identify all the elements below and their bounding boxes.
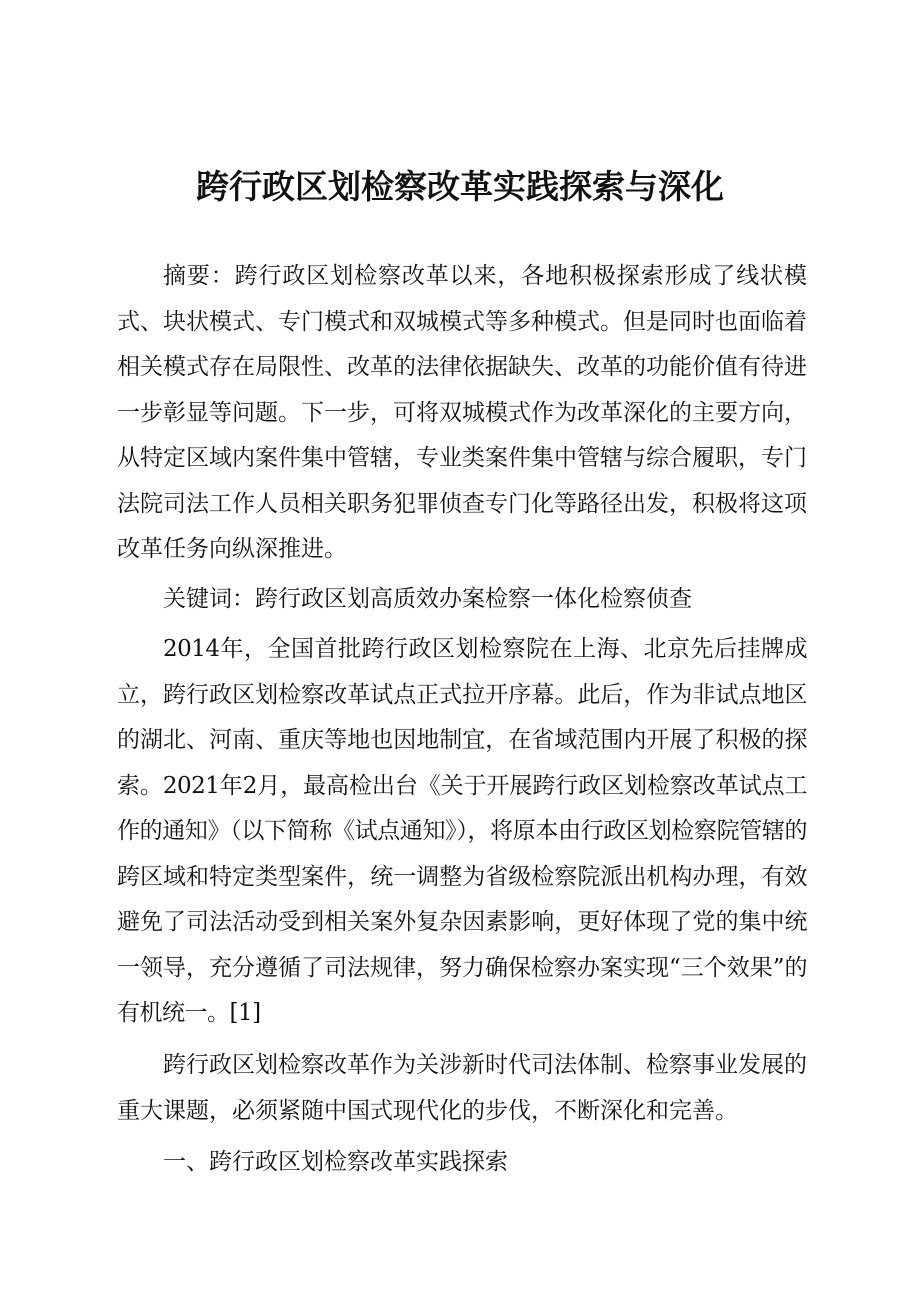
abstract-paragraph: 摘要：跨行政区划检察改革以来，各地积极探索形成了线状模式、块状模式、专门模式和双城模式等多种模式。但是同时也面临着相关模式存在局限性、改革的法律依据缺失、改革的功能价值有待进一步彰显等问题。下一步，可将双城模式作为改革深化的主要方向，从特定区域内案件集中管辖，专业类案件集中管辖与综合履职，专门法院司法工作人员相关职务犯罪侦查专门化等路径出发，积极将这项改革任务向纵深推进。: [117, 263, 807, 562]
document-title: 跨行政区划检察改革实践探索与深化: [196, 167, 724, 206]
body-paragraph-1: 2014年，全国首批跨行政区划检察院在上海、北京先后挂牌成立，跨行政区划检察改革试点正式拉开序幕。此后，作为非试点地区的湖北、河南、重庆等地也因地制宜，在省域范围内开展了积极的探索。2021年2月，最高检出台《关于开展跨行政区划检察改革试点工作的通知》（以下简称《试点通知》），将原本由行政区划检察院管辖的跨区域和特定类型案件，统一调整为省级检察院派出机构办理，有效避免了司法活动受到相关案外复杂因素影响，更好体现了党的集中统一领导，充分遵循了司法规律，努力确保检察办案实现“三个效果”的有机统一。[1]: [117, 636, 807, 1026]
body-paragraph-2: 跨行政区划检察改革作为关涉新时代司法体制、检察事业发展的重大课题，必须紧随中国式现代化的步伐，不断深化和完善。: [117, 1052, 807, 1124]
keywords-paragraph: 关键词：跨行政区划高质效办案检察一体化检察侦查: [163, 586, 692, 612]
section-heading-1: 一、跨行政区划检察改革实践探索: [163, 1149, 508, 1175]
